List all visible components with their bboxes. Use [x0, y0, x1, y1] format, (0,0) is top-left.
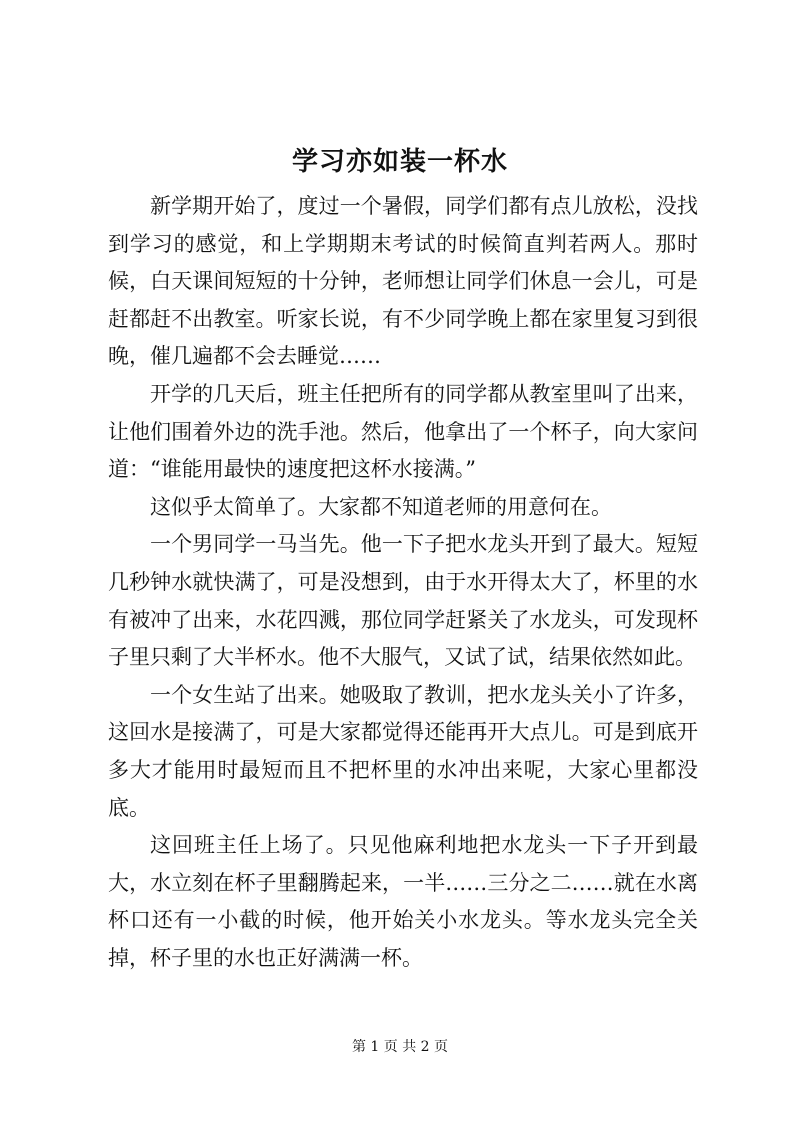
- paragraph: 新学期开始了，度过一个暑假，同学们都有点儿放松，没找到学习的感觉，和上学期期末考试的时候简直判若两人。那时候，白天课间短短的十分钟，老师想让同学们休息一会儿，可是赶都赶不出教室。听家长说，有不少同学晚上都在家里复习到很晚，催几遍都不会去睡觉……: [108, 194, 698, 369]
- paragraph: 开学的几天后，班主任把所有的同学都从教室里叫了出来，让他们围着外边的洗手池。然后，他拿出了一个杯子，向大家问道：“谁能用最快的速度把这杯水接满。”: [108, 381, 698, 482]
- page-number-footer: 第 1 页 共 2 页: [351, 1039, 449, 1055]
- document-body: [108, 188, 698, 977]
- paragraph: 一个女生站了出来。她吸取了教训，把水龙头关小了许多，这回水是接满了，可是大家都觉得还能再开大点儿。可是到底开多大才能用时最短而且不把杯里的水冲出来呢，大家心里都没底。: [108, 682, 698, 820]
- document-title: 学习亦如装一杯水: [291, 147, 508, 177]
- paragraph: 这回班主任上场了。只见他麻利地把水龙头一下子开到最大，水立刻在杯子里翻腾起来，一半……三分之二……就在水离杯口还有一小截的时候，他开始关小水龙头。等水龙头完全关掉，杯子里的水也正好满满一杯。: [108, 833, 698, 970]
- paragraph: 一个男同学一马当先。他一下子把水龙头开到了最大。短短几秒钟水就快满了，可是没想到，由于水开得太大了，杯里的水有被冲了出来，水花四溅，那位同学赶紧关了水龙头，可发现杯子里只剩了大半杯水。他不大服气，又试了试，结果依然如此。: [108, 532, 698, 670]
- paragraph: 这似乎太简单了。大家都不知道老师的用意何在。: [150, 494, 612, 519]
